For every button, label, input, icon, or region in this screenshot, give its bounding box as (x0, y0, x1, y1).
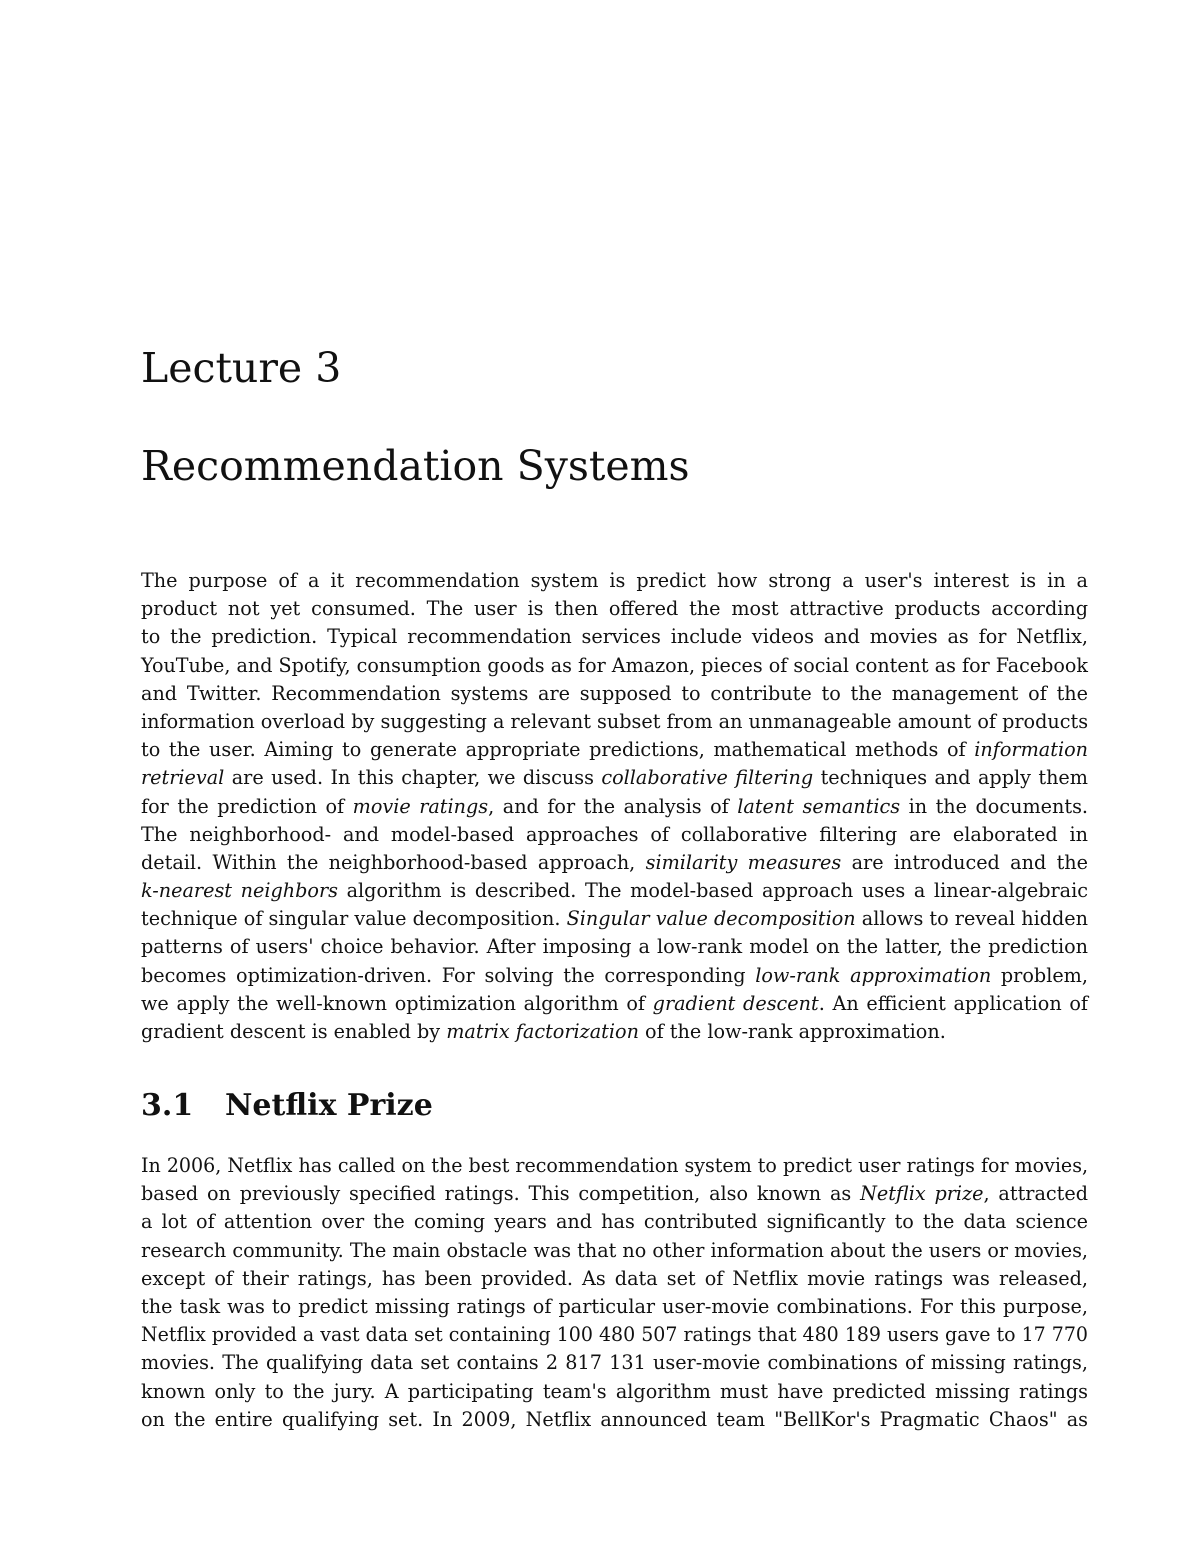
intro-line (141, 849, 1088, 877)
intro-text: technique of singular value decomposition. (141, 907, 567, 931)
intro-line (141, 962, 1088, 990)
term-gradient-descent: gradient descent (652, 991, 819, 1015)
netflix-line: In 2006, Netflix has called on the best recommendation system to predict user ratings for movies, (141, 1154, 1088, 1177)
netflix-line: known only to the jury. A participating team's algorithm must have predicted missing ratings (141, 1379, 1088, 1403)
chapter-title: Recommendation Systems (141, 442, 690, 490)
intro-line: product not yet consumed. The user is then offered the most attractive products according (141, 597, 1088, 621)
intro-text: are used. In this chapter, we discuss (224, 766, 602, 790)
netflix-line: Netflix provided a vast data set containing 100 480 507 ratings that 480 189 users gave to 17 770 (141, 1323, 1088, 1347)
intro-text: to the user. Aiming to generate appropriate predictions, mathematical methods of (141, 738, 975, 762)
netflix-line: except of their ratings, has been provided. As data set of Netflix movie ratings was released, (141, 1266, 1088, 1290)
intro-line: information overload by suggesting a relevant subset from an unmanageable amount of products (141, 709, 1089, 733)
intro-line (141, 877, 1088, 905)
netflix-text: based on previously specified ratings. This competition, also known as (141, 1182, 861, 1206)
term-matrix-factorization: matrix factorization (446, 1020, 639, 1043)
term-similarity-measures: similarity measures (645, 850, 842, 874)
intro-line: The purpose of a it recommendation system is predict how strong a user's interest is in a (141, 569, 1088, 592)
section-number: 3.1 (141, 1088, 194, 1123)
intro-text: for the prediction of (141, 794, 353, 818)
intro-text: problem, (991, 963, 1088, 987)
intro-line (141, 764, 1088, 792)
intro-text: of the low-rank approximation. (638, 1020, 946, 1043)
intro-text: becomes optimization-driven. For solving the corresponding (141, 963, 756, 987)
netflix-line: a lot of attention over the coming years and has contributed significantly to the data science (141, 1210, 1088, 1234)
intro-text: , and for the analysis of (488, 794, 738, 818)
intro-text: we apply the well-known optimization algorithm of (141, 991, 653, 1015)
term-singular-value-decomposition: Singular value decomposition (566, 907, 856, 931)
term-retrieval: retrieval (141, 766, 225, 790)
intro-line: patterns of users' choice behavior. After imposing a low-rank model on the latter, the prediction (141, 935, 1088, 959)
intro-text: algorithm is described. The model-based approach uses a linear-algebraic (337, 879, 1089, 903)
intro-line: and Twitter. Recommendation systems are supposed to contribute to the management of the (141, 681, 1088, 705)
netflix-line: on the entire qualifying set. In 2009, Netflix announced team "BellKor's Pragmatic Chaos" as (141, 1407, 1088, 1431)
intro-paragraph (141, 567, 1088, 1046)
intro-line: YouTube, and Spotify, consumption goods as for Amazon, pieces of social content as for Facebook (141, 653, 1088, 677)
intro-line (141, 736, 1088, 764)
term-movie-ratings: movie ratings (352, 794, 489, 818)
intro-line (141, 793, 1088, 821)
netflix-line: movies. The qualifying data set contains 2 817 131 user-movie combinations of missing ratings, (141, 1351, 1088, 1375)
term-collaborative-filtering: collaborative filtering (601, 766, 814, 790)
netflix-line (141, 1180, 1088, 1208)
intro-line (141, 1018, 1088, 1046)
term-latent-semantics: latent semantics (737, 794, 901, 818)
intro-text: allows to reveal hidden (855, 907, 1088, 931)
term-information: information (974, 738, 1088, 762)
netflix-text: , attracted (983, 1182, 1088, 1206)
section-title: Netflix Prize (225, 1088, 433, 1123)
intro-text: gradient descent is enabled by (141, 1020, 447, 1043)
intro-text: . An efficient application of (818, 991, 1088, 1015)
intro-text: in the documents. (900, 794, 1089, 818)
intro-line (141, 990, 1088, 1018)
netflix-paragraph (141, 1152, 1088, 1434)
intro-line: to the prediction. Typical recommendation services include videos and movies as for Netflix, (141, 625, 1088, 649)
intro-line: The neighborhood- and model-based approaches of collaborative filtering are elaborated in (141, 822, 1088, 846)
intro-text: techniques and apply them (813, 766, 1088, 790)
term-k-nearest-neighbors: k-nearest neighbors (141, 879, 338, 903)
term-netflix-prize: Netflix prize (860, 1182, 984, 1206)
section-heading (141, 1086, 433, 1126)
intro-line (141, 905, 1088, 933)
intro-text: are introduced and the (841, 850, 1088, 874)
term-low-rank-approximation: low-rank approximation (755, 963, 992, 987)
chapter-label: Lecture 3 (141, 344, 342, 392)
netflix-line: the task was to predict missing ratings of particular user-movie combinations. For this purpose, (141, 1294, 1088, 1318)
intro-text: detail. Within the neighborhood-based approach, (141, 850, 646, 874)
netflix-line: research community. The main obstacle was that no other information about the users or movies, (141, 1238, 1088, 1262)
